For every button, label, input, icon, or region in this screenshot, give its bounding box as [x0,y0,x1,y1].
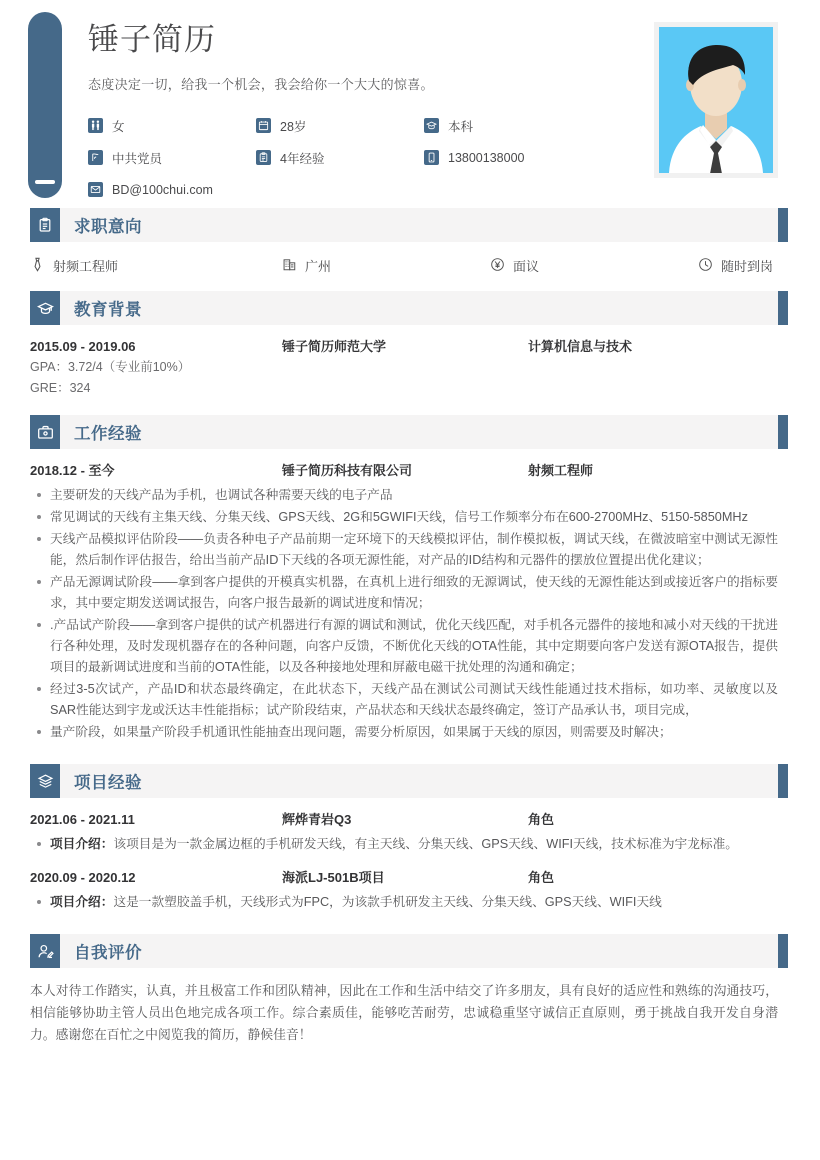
profile-photo-frame [654,22,778,178]
work-bullet: 经过3-5次试产，产品ID和状态最终确定，在此状态下，天线产品在测试公司测试天线性能通过技术指标，如功率、灵敏度以及SAR性能达到宇龙或沃达丰性能指标；试产阶段结束，产品状态和天线状态最终确定，签订产品承认书，项目完成， [30,679,778,721]
section-project-experience [0,764,820,934]
intent-item-salary [490,256,698,275]
calendar-icon [256,118,271,133]
section-title-education: 教育背景 [74,301,142,319]
info-item-email [88,175,256,205]
project-entry-head [30,810,778,830]
info-value-experience: 4年经验 [280,151,325,166]
info-value-degree: 本科 [448,119,474,134]
section-title-job-intention: 求职意向 [74,218,142,236]
work-entry [30,449,778,743]
info-value-age: 28岁 [280,119,307,134]
work-bullet-list [30,485,778,743]
project-role: 角色 [528,812,555,827]
project-bullet [30,892,778,913]
project-bullet [30,834,778,855]
work-entry-head [30,461,778,481]
section-title-self-evaluation: 自我评价 [74,944,142,962]
info-item-phone [424,143,592,173]
party-icon [88,150,103,165]
project-bullet-label: 项目介绍： [50,895,114,909]
work-role: 射频工程师 [528,463,594,478]
profile-photo [659,27,773,173]
project-experience-content [0,798,820,934]
project-bullet-text: 这是一款塑胶盖手机，天线形式为FPC，为该款手机研发主天线、分集天线、GPS天线、WIFI天线 [113,895,662,909]
person-edit-icon [30,934,60,968]
work-bullet: 常见调试的天线有主集天线、分集天线、GPS天线、2G和5GWIFI天线，信号工作频率分布在600-2700MHz、5150-5850MHz [30,507,778,528]
graduation-cap-icon [30,291,60,325]
intent-item-location [282,256,490,275]
project-bullet-list [30,892,778,913]
info-value-gender: 女 [112,119,125,134]
self-evaluation-text: 本人对待工作踏实，认真，并且极富工作和团队精神，因此在工作和生活中结交了许多朋友，具有良好的适应性和熟练的沟通技巧，相信能够协助主管人员出色地完成各项工作。综合素质佳，能够吃苦耐劳，忠诚稳重坚守诚信正直原则，勇于挑战自我开发自身潜力。感谢您在百忙之中阅览我的简历，静候佳音！ [30,983,778,1042]
info-item-gender [88,111,256,141]
intent-item-availability [698,256,773,275]
project-bullet-list [30,834,778,855]
project-date: 2020.09 - 2020.12 [30,870,136,885]
education-gpa: GPA：3.72/4（专业前10%） [30,360,191,374]
candidate-name: 锤子简历 [88,22,216,57]
briefcase-icon [30,415,60,449]
work-bullet: 量产阶段，如果量产阶段手机通讯性能抽查出现问题，需要分析原因，如果属于天线的原因，则需要及时解决； [30,722,778,743]
section-header-project-experience [30,764,778,798]
intent-value-location: 广州 [305,259,332,274]
phone-icon [424,150,439,165]
layers-icon [30,764,60,798]
project-entry-head [30,868,778,888]
project-name: 海派LJ-501B项目 [282,870,385,885]
header-body [88,22,628,207]
clipboard-list-icon [30,208,60,242]
clipboard-icon [256,150,271,165]
work-bullet: .产品试产阶段——拿到客户提供的试产机器进行有源的调试和测试，优化天线匹配，对手机各元器件的接地和减小对天线的干扰进行各种处理，及时发现机器存在的各种问题，向客户反馈，不断优化天线的OTA性能，其中定期要向客户发送有源OTA报告，提供项目的最新调试进度和当前的OTA性能，以及各种接地处理和屏蔽电磁干扰处理的沟通和确定； [30,615,778,678]
education-major: 计算机信息与技术 [528,339,633,354]
work-date: 2018.12 - 至今 [30,463,115,478]
intent-value-availability: 随时到岗 [721,259,774,274]
project-entry [30,798,778,855]
section-self-evaluation [0,934,820,1046]
education-school: 锤子简历师范大学 [282,339,387,354]
education-content [0,325,820,415]
personal-info-grid [88,111,648,207]
work-experience-content [0,449,820,764]
project-role: 角色 [528,870,555,885]
work-bullet: 天线产品模拟评估阶段——负责各种电子产品前期一定环境下的天线模拟评估，制作模拟板，调试天线，在微波暗室中测试无源性能，然后制作评估报告，给出当前产品ID下天线的各项无源性能，对产品的ID结构和元器件的摆放位置提出优化建议； [30,529,778,571]
section-job-intention [0,208,820,291]
project-date: 2021.06 - 2021.11 [30,812,135,827]
job-intention-content [0,242,820,291]
work-bullet: 产品无源调试阶段——拿到客户提供的开模真实机器，在真机上进行细致的无源调试，使天线的无源性能达到或接近客户的指标要求，其中要定期发送调试报告，向客户报告最新的调试进度和情况； [30,572,778,614]
info-value-email: BD@100chui.com [112,182,213,197]
header-accent-dash [35,180,55,184]
work-bullet: 主要研发的天线产品为手机，也调试各种需要天线的电子产品 [30,485,778,506]
resume-header [0,0,820,208]
info-item-age [256,111,424,141]
work-company: 锤子简历科技有限公司 [282,463,413,478]
building-icon [282,257,297,275]
info-item-degree [424,111,592,141]
section-header-job-intention [30,208,778,242]
education-date: 2015.09 - 2019.06 [30,339,136,354]
education-gre: GRE：324 [30,381,91,395]
section-education [0,291,820,415]
info-value-phone: 13800138000 [448,150,525,165]
project-bullet-text: 该项目是为一款金属边框的手机研发天线，有主天线、分集天线、GPS天线、WIFI天线，技术标准为宇龙标准。 [113,837,738,851]
yen-circle-icon [490,257,505,275]
gender-icon [88,118,103,133]
intent-item-position [30,256,282,275]
tie-icon [30,257,45,275]
project-name: 辉烨青岩Q3 [282,812,352,827]
project-bullet-label: 项目介绍： [50,837,114,851]
section-header-education [30,291,778,325]
avatar-illustration [659,27,773,173]
envelope-icon [88,182,103,197]
intent-value-salary: 面议 [513,259,540,274]
info-item-experience [256,143,424,173]
section-title-project-experience: 项目经验 [74,774,142,792]
education-entry [30,325,778,399]
section-title-work-experience: 工作经验 [74,425,142,443]
graduation-cap-icon [424,118,439,133]
self-evaluation-content [0,968,820,1046]
section-header-self-evaluation [30,934,778,968]
candidate-slogan: 态度决定一切，给我一个机会，我会给你一个大大的惊喜。 [88,76,434,92]
section-header-work-experience [30,415,778,449]
info-item-political [88,143,256,173]
clock-icon [698,257,713,275]
project-entry [30,856,778,913]
info-value-political: 中共党员 [112,151,163,166]
education-entry-head [30,337,778,357]
job-intention-row [30,242,778,291]
header-accent-bar [28,12,62,198]
section-work-experience [0,415,820,764]
intent-value-position: 射频工程师 [53,259,119,274]
